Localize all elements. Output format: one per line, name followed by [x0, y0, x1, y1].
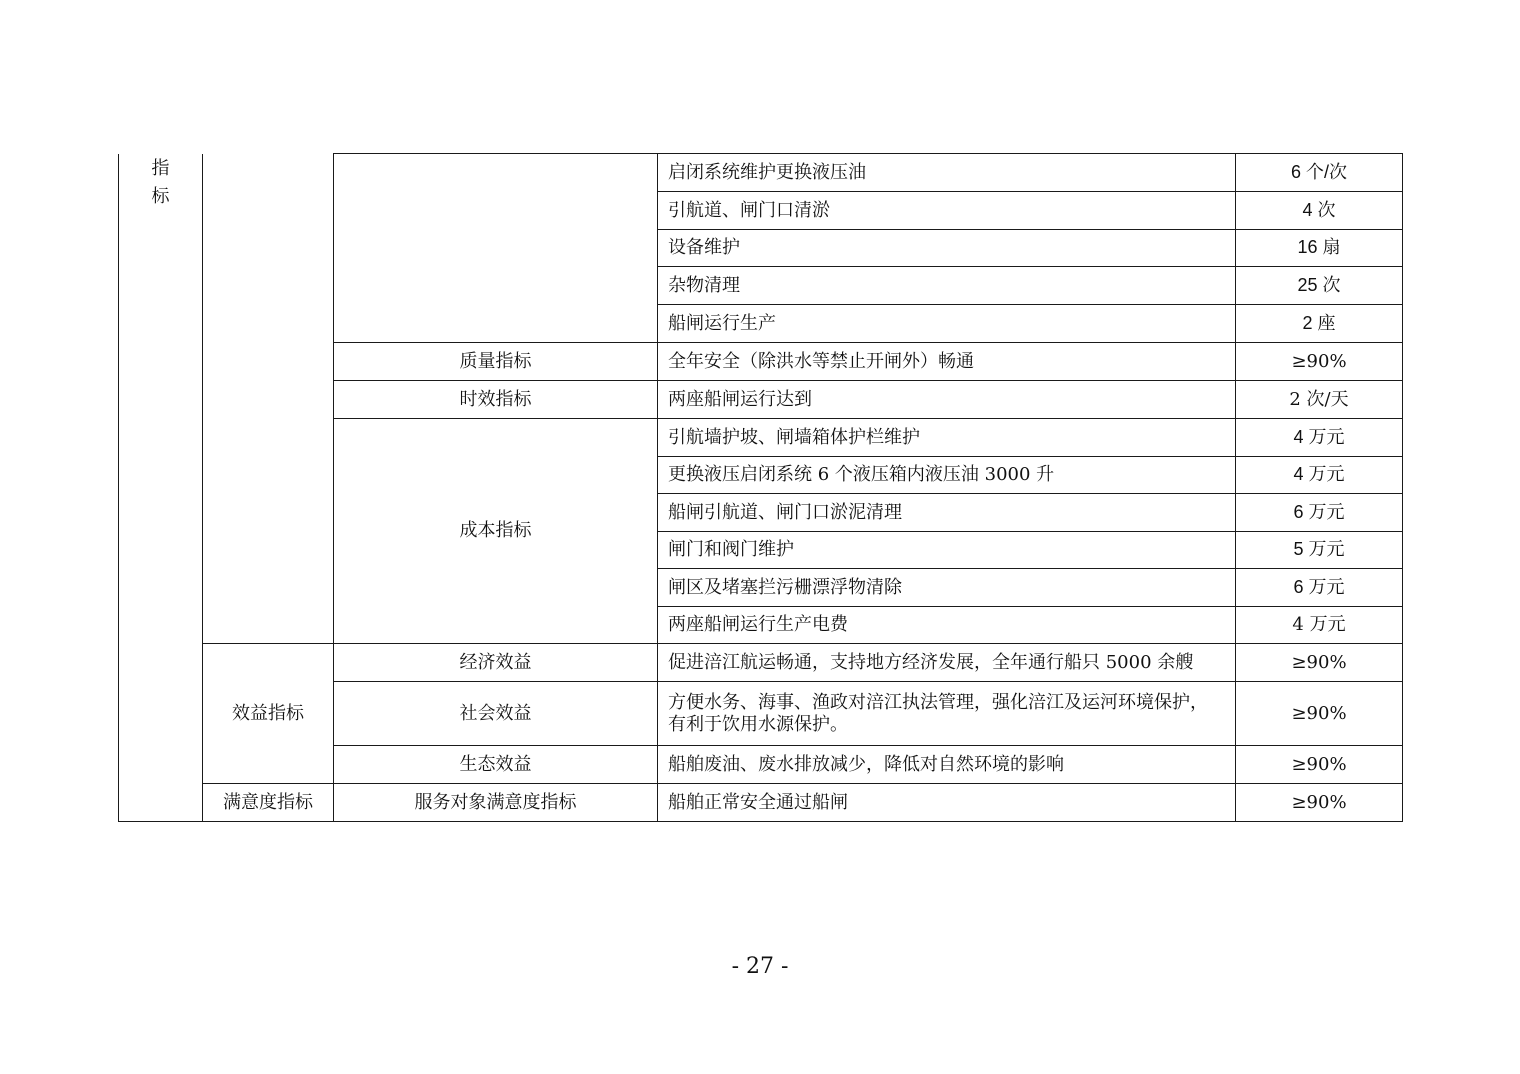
- value-cell: ≥90%: [1236, 682, 1403, 746]
- indicator-cell: 船闸运行生产: [658, 305, 1236, 343]
- performance-indicator-table: [118, 153, 1403, 822]
- indicator-cell: [658, 682, 1236, 746]
- value-cell: 5 万元: [1236, 532, 1403, 569]
- indicator-text: 方便水务、海事、渔政对涪江执法管理，强化涪江及运河环境保护，有利于饮用水源保护。: [668, 691, 1208, 735]
- value-cell: 4 万元: [1236, 607, 1403, 644]
- value-cell: 6 万元: [1236, 494, 1403, 532]
- value-cell: 2 次/天: [1236, 381, 1403, 419]
- value-cell: 16 扇: [1236, 230, 1403, 267]
- cost-indicator-label: 成本指标: [334, 419, 658, 644]
- value-cell: ≥90%: [1236, 784, 1403, 822]
- table-row: [119, 644, 1403, 682]
- first-column-label-cell: [119, 154, 203, 822]
- indicator-cell: 杂物清理: [658, 267, 1236, 305]
- value-cell: 6 个/次: [1236, 154, 1403, 192]
- indicator-cell: 设备维护: [658, 230, 1236, 267]
- table-row: [119, 784, 1403, 822]
- value-cell: ≥90%: [1236, 644, 1403, 682]
- indicator-cell: 促进涪江航运畅通，支持地方经济发展，全年通行船只 5000 余艘: [658, 644, 1236, 682]
- indicator-cell: 闸门和阀门维护: [658, 532, 1236, 569]
- satisfaction-sub-label: 服务对象满意度指标: [334, 784, 658, 822]
- value-cell: 4 万元: [1236, 457, 1403, 494]
- quality-indicator-label: 质量指标: [334, 343, 658, 381]
- first-column-label-char: 标: [151, 185, 170, 207]
- value-cell: 4 次: [1236, 192, 1403, 230]
- indicator-cell: 两座船闸运行达到: [658, 381, 1236, 419]
- first-column-label-char: 指: [151, 157, 170, 179]
- indicator-cell: 全年安全（除洪水等禁止开闸外）畅通: [658, 343, 1236, 381]
- value-cell: ≥90%: [1236, 746, 1403, 784]
- value-cell: 6 万元: [1236, 569, 1403, 607]
- indicator-cell: 两座船闸运行生产电费: [658, 607, 1236, 644]
- value-cell: 4 万元: [1236, 419, 1403, 457]
- indicator-cell: 船舶正常安全通过船闸: [658, 784, 1236, 822]
- table-row: [119, 154, 1403, 192]
- satisfaction-indicator-label: 满意度指标: [203, 784, 334, 822]
- indicator-cell: 闸区及堵塞拦污栅漂浮物清除: [658, 569, 1236, 607]
- value-cell: ≥90%: [1236, 343, 1403, 381]
- benefit-sub-label: 经济效益: [334, 644, 658, 682]
- value-cell: 25 次: [1236, 267, 1403, 305]
- level1-output-continued-cell: [203, 154, 334, 644]
- level2-quantity-continued-cell: [334, 154, 658, 343]
- benefit-sub-label: 社会效益: [334, 682, 658, 746]
- benefit-indicator-label: 效益指标: [203, 644, 334, 784]
- indicator-cell: 船闸引航道、闸门口淤泥清理: [658, 494, 1236, 532]
- indicator-cell: 更换液压启闭系统 6 个液压箱内液压油 3000 升: [658, 457, 1236, 494]
- benefit-sub-label: 生态效益: [334, 746, 658, 784]
- first-column-label: [119, 154, 202, 211]
- value-cell: 2 座: [1236, 305, 1403, 343]
- indicator-cell: 引航道、闸门口清淤: [658, 192, 1236, 230]
- indicator-cell: 启闭系统维护更换液压油: [658, 154, 1236, 192]
- timeliness-indicator-label: 时效指标: [334, 381, 658, 419]
- page-number: - 27 -: [731, 954, 789, 979]
- indicator-cell: 船舶废油、废水排放减少，降低对自然环境的影响: [658, 746, 1236, 784]
- indicator-cell: 引航墙护坡、闸墙箱体护栏维护: [658, 419, 1236, 457]
